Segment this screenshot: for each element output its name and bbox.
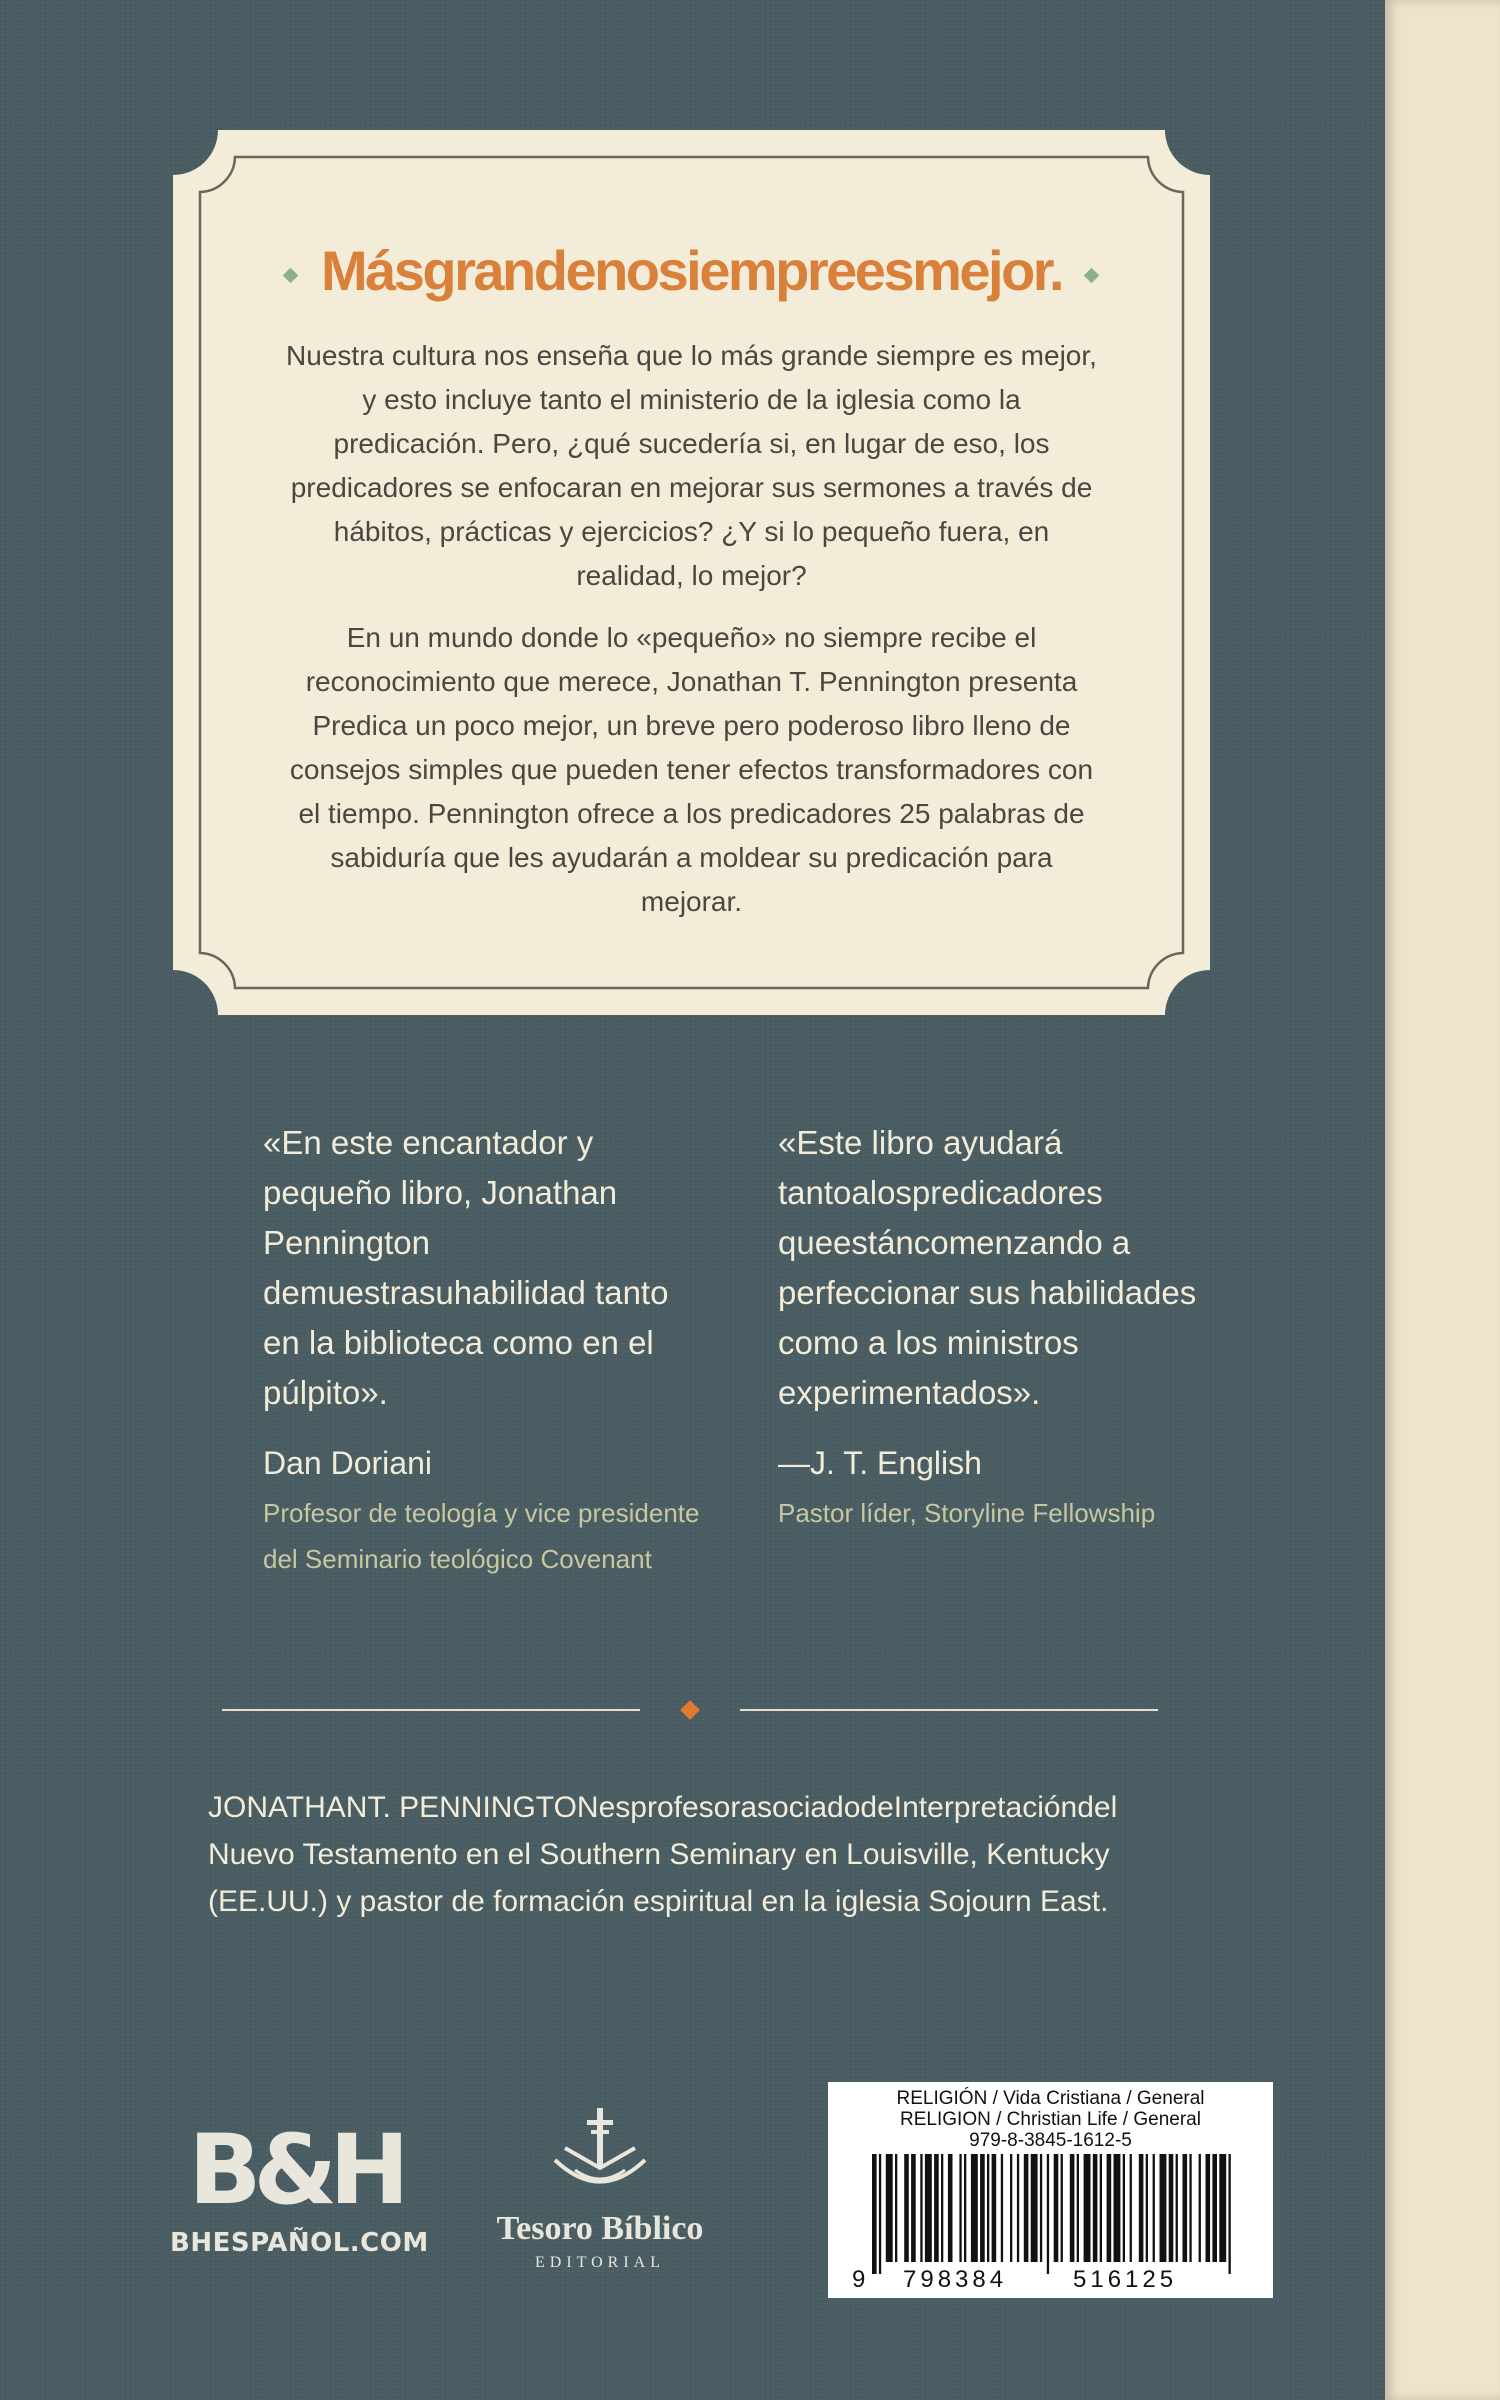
barcode-bar xyxy=(948,2154,953,2262)
barcode-bar xyxy=(1017,2154,1019,2262)
barcode-bar xyxy=(971,2154,978,2262)
barcode-digit-lead: 9 xyxy=(852,2266,866,2293)
bh-url: BHESPAÑOL.COM xyxy=(170,2228,429,2258)
headline: Másgrandenosiempreesmejor. xyxy=(320,239,1063,302)
blurb-paragraph-1: Nuestra cultura nos enseña que lo más grande siempre es mejor, y esto incluye tanto el ministerio de la iglesia como la predicación. Pero, ¿qué sucedería si, en lugar de eso, los predicadores se enfocaran en mejorar sus sermones a través de hábitos, prácticas y ejercicios? ¿Y si lo pequeño fuera, en realidad, lo mejor? xyxy=(286,339,1097,591)
barcode-bar xyxy=(904,2154,909,2262)
barcode-bar xyxy=(1206,2154,1211,2262)
divider-line-right xyxy=(740,1709,1158,1711)
barcode-bar xyxy=(1123,2154,1125,2262)
barcode-bar xyxy=(925,2154,932,2262)
barcode-bar xyxy=(1070,2154,1075,2262)
barcode-bar xyxy=(1077,2154,1079,2262)
barcode-bar xyxy=(934,2154,939,2262)
barcode-bar xyxy=(980,2154,985,2262)
barcode-bar xyxy=(992,2154,997,2262)
barcode-bar xyxy=(1001,2154,1003,2262)
barcode-bar xyxy=(1183,2154,1188,2262)
barcode-digits-right: 516125 xyxy=(1073,2266,1178,2293)
barcode-bar xyxy=(941,2154,943,2262)
barcode-bar xyxy=(1139,2154,1144,2262)
barcode-bar xyxy=(1229,2154,1231,2274)
endorsements xyxy=(263,1118,1197,1658)
barcode-bar xyxy=(879,2154,881,2274)
barcode-bar xyxy=(964,2154,966,2262)
bh-logo xyxy=(170,2114,429,2258)
category-en: RELIGION / Christian Life / General xyxy=(900,2109,1201,2130)
author-bio: JONATHANT. PENNINGTONesprofesorasociadodeInterpretacióndel Nuevo Testamento en el Southern Seminary en Louisville, Kentucky (EE.UU.) y pastor de formación espiritual en la iglesia Sojourn East. xyxy=(208,1791,1118,1918)
barcode-bar xyxy=(1047,2154,1049,2274)
blurb-paragraph-2: En un mundo donde lo «pequeño» no siempre recibe el reconocimiento que merece, Jonathan T. Pennington presenta Predica un poco mejor, un breve pero poderoso libro lleno de consejos simples que pueden tener efectos transformadores con el tiempo. Pennington ofrece a los predicadores 25 palabras de sabiduría que les ayudarán a moldear su predicación para mejorar. xyxy=(289,621,1094,917)
tesoro-biblico-sub: EDITORIAL xyxy=(534,2254,666,2271)
barcode-bars xyxy=(828,2082,1273,2298)
barcode-bar xyxy=(1010,2154,1012,2262)
category-es: RELIGIÓN / Vida Cristiana / General xyxy=(896,2088,1205,2109)
barcode-bar xyxy=(1189,2154,1191,2262)
endorsement-quote: «En este encantador y pequeño libro, Jonathan Pennington demuestrasuhabilidad tanto en la biblioteca como en el púlpito». xyxy=(263,1124,669,1411)
barcode-bar xyxy=(1100,2154,1102,2262)
barcode-bar xyxy=(1107,2154,1112,2262)
barcode-bar xyxy=(1024,2154,1029,2262)
barcode-bar xyxy=(1054,2154,1059,2262)
barcode-bar xyxy=(1031,2154,1038,2262)
cross-ship-icon xyxy=(545,2108,655,2203)
barcode-bar xyxy=(959,2154,961,2262)
isbn-text: 979-8-3845-1612-5 xyxy=(969,2130,1132,2151)
spine-edge xyxy=(1385,0,1500,2400)
isbn-barcode-box xyxy=(828,2082,1273,2298)
barcode-bar xyxy=(911,2154,916,2262)
barcode-bar xyxy=(872,2154,877,2274)
barcode-bar xyxy=(1040,2154,1042,2262)
barcode-bar xyxy=(1176,2154,1178,2262)
barcode-bar xyxy=(1153,2154,1155,2262)
divider-line-left xyxy=(222,1709,640,1711)
barcode-bar xyxy=(1114,2154,1121,2262)
blurb-content xyxy=(283,240,1100,942)
barcode-bar xyxy=(1160,2154,1167,2262)
barcode-bar xyxy=(920,2154,922,2262)
barcode-bar xyxy=(1212,2154,1217,2262)
endorsement-role: Pastor líder, Storyline Fellowship xyxy=(778,1498,1156,1528)
blurb-panel xyxy=(173,130,1210,1015)
endorsement-author: —J. T. English xyxy=(778,1445,982,1481)
bh-mark: B&H xyxy=(188,2114,402,2226)
tesoro-biblico-logo xyxy=(470,2108,730,2272)
endorsement-left xyxy=(263,1118,703,1582)
endorsement-role: Profesor de teología y vice presidente del Seminario teológico Covenant xyxy=(263,1498,700,1574)
tesoro-biblico-name: Tesoro Bíblico xyxy=(496,2210,704,2247)
barcode-bar xyxy=(895,2154,897,2262)
endorsement-right xyxy=(778,1118,1218,1536)
endorsement-quote: «Este libro ayudará tantoalospredicadores queestáncomenzando a perfeccionar sus habilidades como a los ministros experimentados». xyxy=(778,1124,1197,1411)
barcode-bar xyxy=(1130,2154,1132,2262)
barcode-bar xyxy=(1061,2154,1063,2262)
barcode-bar xyxy=(1146,2154,1148,2262)
barcode-digits-left: 798384 xyxy=(903,2266,1008,2293)
barcode-bar xyxy=(987,2154,989,2262)
endorsement-author: Dan Doriani xyxy=(263,1445,432,1481)
barcode-bar xyxy=(886,2154,893,2262)
barcode-bar xyxy=(1199,2154,1201,2262)
barcode-bar xyxy=(1093,2154,1098,2262)
barcode-bar xyxy=(1169,2154,1174,2262)
barcode-bar xyxy=(1219,2154,1226,2262)
barcode-bar xyxy=(1084,2154,1091,2262)
